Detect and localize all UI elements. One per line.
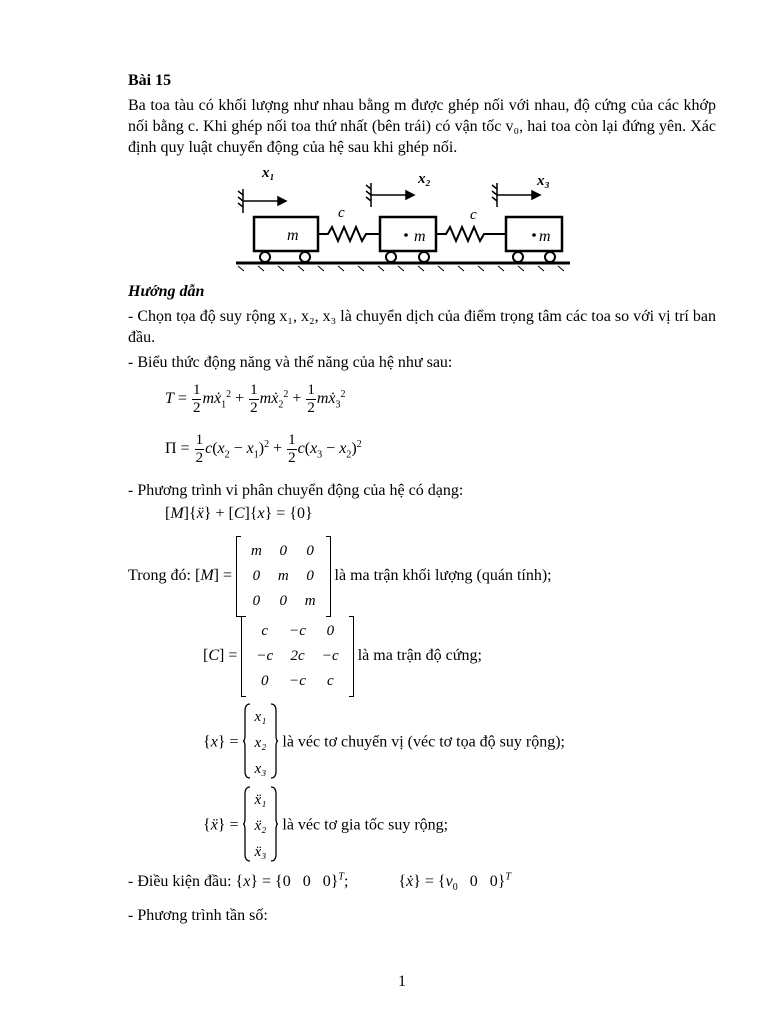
mass-matrix: m 0 0 0 m 0 0 0 m [236, 537, 331, 616]
equation-of-motion: [M]{ẍ} + [C]{x} = {0} [165, 505, 313, 522]
three-car-spring-diagram [234, 163, 574, 273]
stiffness-matrix-line: [C] = c −c 0 −c 2c −c 0 −c c là ma trận độ cứng; [203, 617, 482, 696]
stiffness-matrix-description: là ma trận độ cứng; [357, 647, 482, 665]
spring-label-2: c [470, 207, 477, 223]
x2-label: x₂ [418, 171, 431, 187]
spring-label-1: c [338, 205, 345, 221]
displacement-vector-line: {x} = x₁ x₂ x₃ là véc tơ chuyển vị (véc tơ tọa độ suy rộng); [203, 703, 565, 783]
guide-heading: Hướng dẫn [128, 283, 205, 300]
kinetic-energy-equation: T = $\frac{1}{2}$ mẋ$_1^2$ + $\frac{1}{2}$ mẋ$_2^2$ + $\frac{1}{2}$ mẋ$_3^2$ [165, 382, 346, 416]
problem-statement: Ba toa tàu có khối lượng như nhau bằng m được ghép nối với nhau, độ cứng của các khớp nối bằng c. Khi ghép nối toa thứ nhất (bên trái) có vận tốc v₀, hai toa còn lại đứng yên. Xác định quy luật chuyển động của hệ sau khi ghép nối. [128, 97, 716, 156]
x1-label: x₁ [262, 165, 275, 181]
problem-title: Bài 15 [128, 72, 172, 89]
potential-energy-equation: Π = $\frac{1}{2}$ $c(x_2 - x_1)^2$ + $\frac{1}{2}$ $c(x_3 - x_2)^2$ [165, 432, 362, 466]
displacement-vector-description: là véc tơ chuyển vị (véc tơ tọa độ suy rộng); [282, 733, 565, 751]
guide-paragraph-3: - Phương trình vi phân chuyển động của hệ có dạng: [128, 482, 464, 499]
guide-paragraph-2: - Biểu thức động năng và thế năng của hệ như sau: [128, 354, 453, 371]
guide-paragraph-1: - Chọn tọa độ suy rộng x₁, x₂, x₃ là chuyển dịch của điểm trọng tâm các toa so với vị trí ban đầu. [128, 308, 716, 346]
initial-conditions-label: - Điều kiện đầu: [128, 873, 232, 890]
mass-label-1: m [287, 227, 299, 244]
initial-conditions-line: - Điều kiện đầu: {x} = {0 0 0}$^T$; {ẋ} = {$v_0$ 0 0}$^T$ [128, 871, 511, 894]
acceleration-vector-line: {ẍ} = ẍ₁ ẍ₂ ẍ₃ là véc tơ gia tốc suy rộng; [203, 786, 448, 866]
mass-matrix-description: là ma trận khối lượng (quán tính); [334, 567, 552, 585]
acceleration-vector: ẍ₁ ẍ₂ ẍ₃ [243, 786, 279, 866]
mass-label-2: m [414, 228, 426, 245]
mass-label-3: m [539, 228, 551, 245]
frequency-equation-label: - Phương trình tần số: [128, 907, 268, 924]
where-prefix: Trong đó: [128, 567, 191, 585]
page-number: 1 [398, 973, 406, 990]
mass-matrix-line: Trong đó: [M] = m 0 0 0 m 0 0 0 m là ma trận khối lượng (quán tính); [128, 537, 552, 616]
x3-label: x₃ [537, 173, 550, 189]
acceleration-vector-description: là véc tơ gia tốc suy rộng; [282, 816, 449, 834]
stiffness-matrix: c −c 0 −c 2c −c 0 −c c [241, 617, 353, 696]
displacement-vector: x₁ x₂ x₃ [243, 703, 279, 783]
